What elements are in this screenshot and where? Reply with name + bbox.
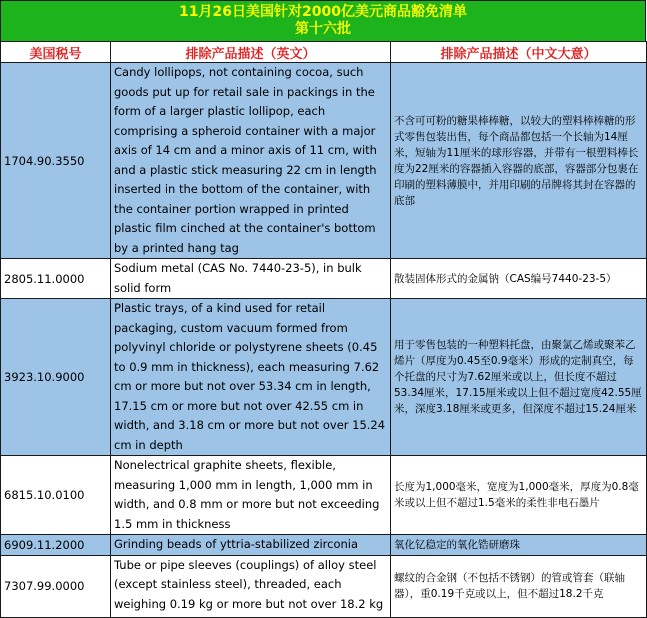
column-header-english: 排除产品描述（英文） bbox=[111, 42, 391, 63]
english-description-cell: Plastic trays, of a kind used for retail packaging, custom vacuum formed from polyvinyl chloride or polystyrene sheets (0.45 to 0.9 mm in thickness), each measuring 7.62 cm or more but not over 53.34 cm in length, 17.15 cm or more but not over 42.55 cm in width, and 3.18 cm or more but not over 15.24 cm in depth bbox=[111, 299, 391, 456]
english-description-cell: Candy lollipops, not containing cocoa, such goods put up for retail sale in packings in the form of a larger plastic lollipop, each comprising a spheroid container with a major axis of 14 cm and a minor axis of 11 cm, with and a plastic stick measuring 22 cm in length inserted in the bottom of the container, with the container portion wrapped in printed plastic film cinched at the container's bottom by a printed hang tag bbox=[111, 63, 391, 259]
page-title: 11月26日美国针对2000亿美元商品豁免清单 bbox=[179, 4, 467, 20]
tariff-code-cell: 1704.90.3550 bbox=[1, 63, 111, 259]
title-banner bbox=[0, 0, 646, 42]
header-row bbox=[1, 42, 647, 63]
table-row bbox=[1, 456, 647, 535]
chinese-description-cell: 氧化钇稳定的氧化锆研磨珠 bbox=[391, 535, 647, 556]
english-description-cell: Grinding beads of yttria-stabilized zirconia bbox=[111, 535, 391, 556]
table-row bbox=[1, 555, 647, 617]
chinese-description-cell: 螺纹的合金钢（不包括不锈钢）的管或管套（联轴器），重0.19千克或以上，但不超过18.2千克 bbox=[391, 555, 647, 617]
tariff-code-cell: 3923.10.9000 bbox=[1, 299, 111, 456]
english-description-cell: Sodium metal (CAS No. 7440-23-5), in bulk solid form bbox=[111, 259, 391, 299]
tariff-code-cell: 7307.99.0000 bbox=[1, 555, 111, 617]
column-header-code: 美国税号 bbox=[1, 42, 111, 63]
chinese-description-cell: 散装固体形式的金属钠（CAS编号7440-23-5） bbox=[391, 259, 647, 299]
chinese-description-cell: 长度为1,000毫米，宽度为1,000毫米，厚度为0.8毫米或以上但不超过1.5毫米的柔性非电石墨片 bbox=[391, 456, 647, 535]
tariff-code-cell: 6909.11.2000 bbox=[1, 535, 111, 556]
english-description-cell: Nonelectrical graphite sheets, flexible, measuring 1,000 mm in length, 1,000 mm in width, and 0.8 mm or more but not exceeding 1.5 mm in thickness bbox=[111, 456, 391, 535]
exclusion-table bbox=[0, 41, 647, 618]
column-header-chinese: 排除产品描述（中文大意） bbox=[391, 42, 647, 63]
chinese-description-cell: 用于零售包装的一种塑料托盘，由聚氯乙烯或聚苯乙烯片（厚度为0.45至0.9毫米）形成的定制真空，每个托盘的尺寸为7.62厘米或以上，但长度不超过53.34厘米，17.15厘米或以上但不超过宽度42.55厘米，深度3.18厘米或更多，但深度不超过15.24厘米 bbox=[391, 299, 647, 456]
english-description-cell: Tube or pipe sleeves (couplings) of alloy steel (except stainless steel), threaded, each weighing 0.19 kg or more but not over 18.2 kg bbox=[111, 555, 391, 617]
page-subtitle: 第十六批 bbox=[295, 21, 351, 37]
table-row bbox=[1, 63, 647, 259]
tariff-code-cell: 6815.10.0100 bbox=[1, 456, 111, 535]
chinese-description-cell: 不含可可粉的糖果棒棒糖，以较大的塑料棒棒糖的形式零售包装出售，每个商品都包括一个长轴为14厘米，短轴为11厘米的球形容器，并带有一根塑料棒长度为22厘米的容器插入容器的底部，容器部分包裹在印刷的塑料薄膜中，并用印刷的吊牌将其封在容器的底部 bbox=[391, 63, 647, 259]
table-row bbox=[1, 259, 647, 299]
table-row bbox=[1, 535, 647, 556]
tariff-code-cell: 2805.11.0000 bbox=[1, 259, 111, 299]
table-row bbox=[1, 299, 647, 456]
